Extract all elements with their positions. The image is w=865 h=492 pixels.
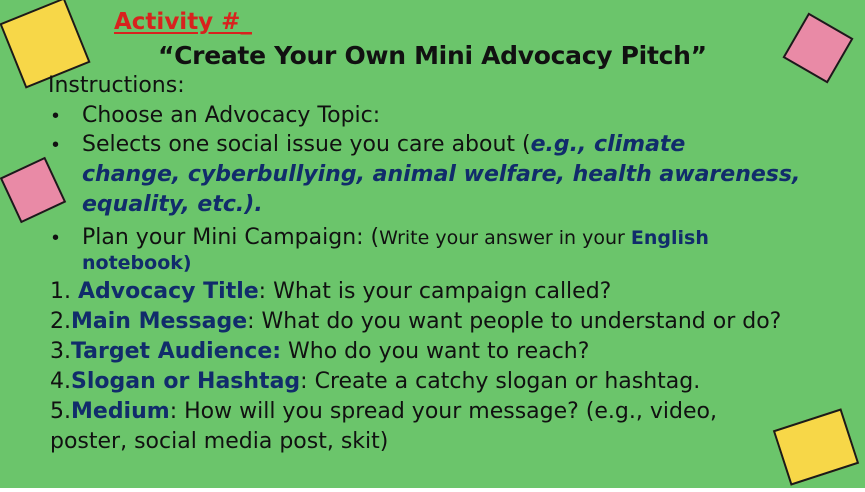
sticky-note-pink-top-right — [782, 12, 853, 83]
slide-title: “Create Your Own Mini Advocacy Pitch” — [158, 41, 707, 70]
bullet-choose-topic: Choose an Advocacy Topic: — [82, 103, 381, 128]
activity-heading: Activity #_ — [114, 9, 252, 35]
plan-campaign-text: Plan your Mini Campaign: ( — [82, 225, 380, 250]
step-number: 5. — [50, 399, 71, 424]
bullet-select-issue-text: Selects one social issue you care about ( — [82, 132, 531, 157]
step-key: Advocacy Title — [77, 279, 259, 304]
step-5-continued: poster, social media post, skit) — [50, 429, 389, 454]
step-text: : Create a catchy slogan or hashtag. — [300, 369, 701, 394]
bottom-strip — [0, 488, 865, 492]
examples-line-3: equality, etc.). — [82, 192, 263, 217]
bullet-dot: • — [52, 134, 60, 156]
bullet-dot: • — [52, 227, 60, 249]
step-5 — [50, 397, 717, 427]
step-2 — [50, 307, 781, 337]
step-1 — [50, 277, 611, 307]
step-number: 1. — [50, 279, 78, 304]
step-key: Medium — [71, 399, 170, 424]
step-4 — [50, 367, 700, 397]
notebook-label: notebook) — [82, 252, 192, 274]
step-3 — [50, 337, 589, 367]
step-number: 4. — [50, 369, 71, 394]
bullet-select-issue — [82, 130, 685, 160]
bullet-plan-campaign — [82, 223, 709, 253]
step-text: Who do you want to reach? — [281, 339, 590, 364]
instructions-label: Instructions: — [48, 73, 185, 98]
step-text: : What is your campaign called? — [258, 279, 612, 304]
sticky-note-pink-left — [0, 157, 66, 223]
step-text: : How will you spread your message? (e.g., video, — [169, 399, 717, 424]
write-answer-note: Write your answer in your — [379, 227, 631, 249]
step-number: 3. — [50, 339, 71, 364]
step-key: Main Message — [71, 309, 248, 334]
english-label: English — [630, 227, 709, 249]
step-key: Slogan or Hashtag — [71, 369, 301, 394]
step-text: : What do you want people to understand or do? — [247, 309, 782, 334]
step-key: Target Audience: — [71, 339, 282, 364]
sticky-note-yellow-bottom-right — [773, 408, 859, 485]
bullet-dot: • — [52, 105, 60, 127]
step-number: 2. — [50, 309, 71, 334]
examples-line-1: e.g., climate — [530, 132, 686, 157]
examples-line-2: change, cyberbullying, animal welfare, health awareness, — [82, 162, 801, 187]
